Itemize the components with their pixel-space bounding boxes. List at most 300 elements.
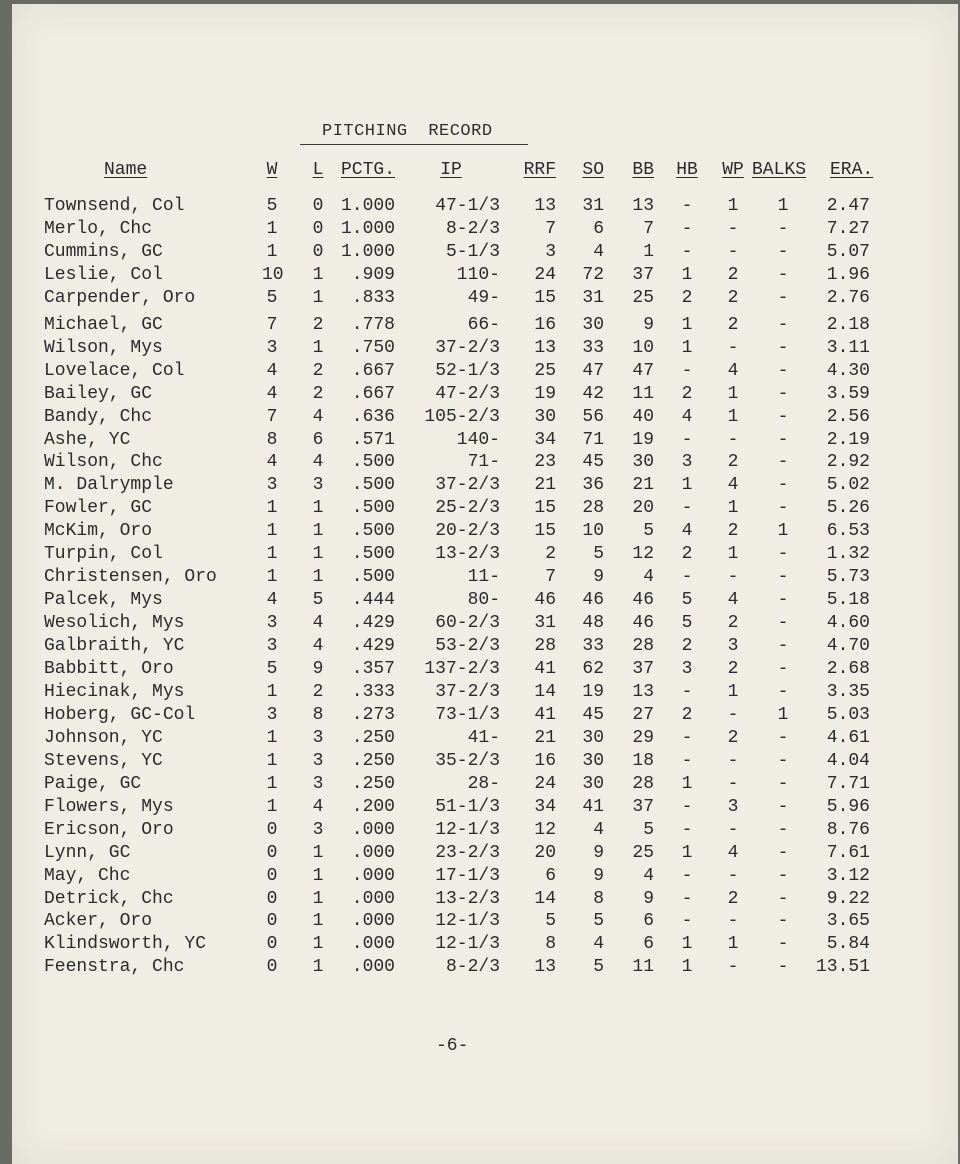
cell-balks: - xyxy=(777,264,789,285)
cell-so: 4 xyxy=(593,819,604,840)
cell-so: 9 xyxy=(593,865,604,886)
cell-era: 2.68 xyxy=(826,659,870,679)
cell-ip: 53-2/3 xyxy=(435,636,500,657)
cell-balks: - xyxy=(777,865,789,886)
cell-so: 31 xyxy=(582,287,604,308)
cell-pctg: .636 xyxy=(351,406,395,427)
cell-rrf: 34 xyxy=(534,796,556,817)
cell-wp: 2 xyxy=(727,264,739,285)
cell-balks: - xyxy=(777,287,789,308)
cell-so: 30 xyxy=(582,773,604,794)
cell-rrf: 7 xyxy=(545,218,556,239)
cell-l: 2 xyxy=(312,360,324,381)
cell-l: 1 xyxy=(312,911,324,932)
cell-era: 5.96 xyxy=(826,796,870,817)
cell-bb: 9 xyxy=(643,314,654,335)
cell-l: 4 xyxy=(312,406,324,427)
cell-balks: - xyxy=(777,337,789,358)
cell-ip: 51-1/3 xyxy=(435,796,500,817)
cell-so: 9 xyxy=(593,842,604,863)
cell-w: 1 xyxy=(266,796,278,817)
cell-hb: 2 xyxy=(681,636,693,657)
cell-name: Acker, Oro xyxy=(44,911,153,932)
cell-hb: - xyxy=(681,360,693,381)
cell-w: 0 xyxy=(266,911,278,932)
cell-l: 1 xyxy=(312,337,324,358)
cell-w: 3 xyxy=(266,636,278,657)
cell-rrf: 41 xyxy=(534,659,556,679)
cell-wp: 2 xyxy=(727,521,739,542)
cell-balks: 1 xyxy=(777,196,789,216)
cell-bb: 27 xyxy=(632,704,654,725)
cell-bb: 12 xyxy=(632,544,654,565)
cell-balks: - xyxy=(777,383,789,404)
cell-l: 1 xyxy=(312,888,324,909)
cell-balks: - xyxy=(777,796,789,817)
cell-ip: 12-1/3 xyxy=(435,911,500,932)
cell-wp: 2 xyxy=(727,659,739,679)
cell-balks: - xyxy=(777,241,789,262)
cell-era: 7.61 xyxy=(826,842,870,863)
cell-hb: 4 xyxy=(681,521,693,542)
cell-so: 71 xyxy=(582,429,604,450)
cell-w: 1 xyxy=(266,681,278,702)
cell-ip: 12-1/3 xyxy=(435,934,500,955)
cell-ip: 52-1/3 xyxy=(435,360,500,381)
cell-so: 30 xyxy=(582,314,604,335)
cell-name: Hoberg, GC-Col xyxy=(44,704,196,725)
cell-ip: 66- xyxy=(467,314,500,335)
cell-ip: 11- xyxy=(467,567,500,588)
cell-wp: - xyxy=(727,429,739,450)
cell-rrf: 21 xyxy=(534,727,556,748)
cell-wp: 1 xyxy=(727,406,739,427)
cell-ip: 25-2/3 xyxy=(435,498,500,519)
cell-ip: 37-2/3 xyxy=(435,475,500,496)
cell-ip: 12-1/3 xyxy=(435,819,500,840)
cell-wp: - xyxy=(727,218,739,239)
cell-bb: 4 xyxy=(643,865,654,886)
cell-era: 6.53 xyxy=(826,521,870,542)
cell-era: 3.12 xyxy=(826,865,870,886)
cell-bb: 37 xyxy=(632,796,654,817)
cell-ip: 8-2/3 xyxy=(445,957,500,978)
cell-pctg: .500 xyxy=(351,567,395,588)
cell-so: 56 xyxy=(582,406,604,427)
cell-name: Bandy, Chc xyxy=(44,406,153,427)
cell-hb: 1 xyxy=(681,934,693,955)
cell-name: Johnson, YC xyxy=(44,727,163,748)
cell-l: 1 xyxy=(312,957,324,978)
cell-so: 33 xyxy=(582,337,604,358)
header-rrf: RRF xyxy=(523,160,556,180)
cell-hb: 2 xyxy=(681,544,693,565)
cell-bb: 20 xyxy=(632,498,654,519)
cell-name: Turpin, Col xyxy=(44,544,163,565)
cell-era: 5.07 xyxy=(826,241,870,262)
cell-wp: 4 xyxy=(727,842,739,863)
cell-balks: - xyxy=(777,544,789,565)
cell-w: 3 xyxy=(266,613,278,634)
cell-l: 1 xyxy=(312,842,324,863)
cell-era: 13.51 xyxy=(815,957,870,978)
cell-ip: 8-2/3 xyxy=(445,218,500,239)
cell-balks: - xyxy=(777,888,789,909)
cell-name: McKim, Oro xyxy=(44,521,153,542)
cell-ip: 110- xyxy=(456,264,500,285)
cell-so: 19 xyxy=(582,681,604,702)
cell-balks: - xyxy=(777,590,789,611)
cell-hb: 4 xyxy=(681,406,693,427)
cell-l: 1 xyxy=(312,865,324,886)
cell-pctg: .667 xyxy=(351,360,395,381)
cell-bb: 25 xyxy=(632,842,654,863)
cell-wp: - xyxy=(727,865,739,886)
cell-so: 6 xyxy=(593,218,604,239)
cell-rrf: 41 xyxy=(534,704,556,725)
cell-bb: 30 xyxy=(632,452,654,473)
cell-wp: 1 xyxy=(727,498,739,519)
cell-rrf: 25 xyxy=(534,360,556,381)
cell-rrf: 15 xyxy=(534,498,556,519)
cell-w: 10 xyxy=(262,264,284,285)
cell-so: 9 xyxy=(593,567,604,588)
cell-balks: - xyxy=(777,406,789,427)
cell-wp: 4 xyxy=(727,475,739,496)
cell-rrf: 46 xyxy=(534,590,556,611)
cell-ip: 20-2/3 xyxy=(435,521,500,542)
cell-so: 47 xyxy=(582,360,604,381)
cell-l: 2 xyxy=(312,314,324,335)
cell-era: 5.03 xyxy=(826,704,870,725)
cell-w: 3 xyxy=(266,337,278,358)
cell-wp: - xyxy=(727,750,739,771)
cell-so: 41 xyxy=(582,796,604,817)
cell-l: 5 xyxy=(312,590,324,611)
cell-era: 2.19 xyxy=(826,429,870,450)
cell-ip: 13-2/3 xyxy=(435,544,500,565)
cell-name: Feenstra, Chc xyxy=(44,957,185,978)
cell-balks: - xyxy=(777,452,789,473)
cell-l: 1 xyxy=(312,498,324,519)
header-ip: IP xyxy=(440,160,462,180)
cell-ip: 73-1/3 xyxy=(435,704,500,725)
cell-pctg: 1.000 xyxy=(340,218,395,239)
cell-era: 4.30 xyxy=(826,360,870,381)
cell-so: 62 xyxy=(582,659,604,679)
cell-w: 0 xyxy=(266,865,278,886)
cell-bb: 1 xyxy=(643,241,654,262)
cell-name: Palcek, Mys xyxy=(44,590,163,611)
cell-name: Wilson, Chc xyxy=(44,452,163,473)
cell-so: 30 xyxy=(582,750,604,771)
cell-so: 31 xyxy=(582,196,604,216)
cell-wp: 3 xyxy=(727,636,739,657)
cell-bb: 37 xyxy=(632,659,654,679)
cell-rrf: 6 xyxy=(545,865,556,886)
cell-era: 4.60 xyxy=(826,613,870,634)
cell-balks: - xyxy=(777,750,789,771)
cell-w: 3 xyxy=(266,475,278,496)
cell-name: Merlo, Chc xyxy=(44,218,153,239)
cell-l: 4 xyxy=(312,636,324,657)
cell-name: Lovelace, Col xyxy=(44,360,185,381)
cell-hb: 5 xyxy=(681,613,693,634)
cell-ip: 41- xyxy=(467,727,500,748)
cell-balks: - xyxy=(777,636,789,657)
cell-rrf: 19 xyxy=(534,383,556,404)
cell-hb: 2 xyxy=(681,287,693,308)
cell-ip: 5-1/3 xyxy=(445,241,500,262)
cell-rrf: 2 xyxy=(545,544,556,565)
cell-wp: 3 xyxy=(727,796,739,817)
cell-hb: - xyxy=(681,218,693,239)
cell-w: 3 xyxy=(266,704,278,725)
cell-pctg: .000 xyxy=(351,957,395,978)
cell-w: 4 xyxy=(266,590,278,611)
cell-bb: 9 xyxy=(643,888,654,909)
cell-era: 5.84 xyxy=(826,934,870,955)
cell-balks: - xyxy=(777,475,789,496)
page-number: -6- xyxy=(436,1036,469,1056)
cell-hb: 3 xyxy=(681,452,693,473)
cell-l: 3 xyxy=(312,750,324,771)
cell-l: 1 xyxy=(312,544,324,565)
cell-ip: 17-1/3 xyxy=(435,865,500,886)
cell-so: 5 xyxy=(593,544,604,565)
cell-balks: 1 xyxy=(777,704,789,725)
cell-bb: 5 xyxy=(643,819,654,840)
cell-name: Ericson, Oro xyxy=(44,819,174,840)
cell-pctg: .909 xyxy=(351,264,395,285)
cell-name: Townsend, Col xyxy=(44,196,185,216)
cell-hb: - xyxy=(681,727,693,748)
cell-l: 0 xyxy=(312,241,324,262)
cell-hb: - xyxy=(681,911,693,932)
cell-bb: 7 xyxy=(643,218,654,239)
cell-bb: 40 xyxy=(632,406,654,427)
cell-rrf: 23 xyxy=(534,452,556,473)
cell-hb: 1 xyxy=(681,337,693,358)
cell-w: 0 xyxy=(266,934,278,955)
cell-ip: 35-2/3 xyxy=(435,750,500,771)
cell-hb: 3 xyxy=(681,659,693,679)
cell-pctg: .357 xyxy=(351,659,395,679)
cell-bb: 13 xyxy=(632,681,654,702)
cell-bb: 46 xyxy=(632,613,654,634)
cell-so: 72 xyxy=(582,264,604,285)
cell-name: Christensen, Oro xyxy=(44,567,217,588)
cell-l: 2 xyxy=(312,681,324,702)
cell-rrf: 13 xyxy=(534,196,556,216)
cell-bb: 46 xyxy=(632,590,654,611)
cell-balks: - xyxy=(777,911,789,932)
cell-balks: - xyxy=(777,567,789,588)
cell-rrf: 34 xyxy=(534,429,556,450)
cell-name: Flowers, Mys xyxy=(44,796,174,817)
cell-wp: 2 xyxy=(727,727,739,748)
cell-name: M. Dalrymple xyxy=(44,475,174,496)
cell-w: 1 xyxy=(266,241,278,262)
cell-pctg: .750 xyxy=(351,337,395,358)
cell-hb: - xyxy=(681,681,693,702)
cell-so: 4 xyxy=(593,934,604,955)
cell-so: 46 xyxy=(582,590,604,611)
cell-w: 5 xyxy=(266,196,278,216)
cell-era: 3.35 xyxy=(826,681,870,702)
cell-name: Carpender, Oro xyxy=(44,287,196,308)
cell-pctg: .571 xyxy=(351,429,395,450)
cell-l: 1 xyxy=(312,264,324,285)
cell-rrf: 3 xyxy=(545,241,556,262)
cell-bb: 11 xyxy=(632,383,654,404)
cell-pctg: .000 xyxy=(351,934,395,955)
cell-name: Paige, GC xyxy=(44,773,142,794)
cell-bb: 5 xyxy=(643,521,654,542)
cell-bb: 11 xyxy=(632,957,654,978)
cell-pctg: .000 xyxy=(351,865,395,886)
cell-pctg: .250 xyxy=(351,773,395,794)
cell-rrf: 16 xyxy=(534,314,556,335)
cell-pctg: .333 xyxy=(351,681,395,702)
cell-bb: 21 xyxy=(632,475,654,496)
cell-balks: - xyxy=(777,360,789,381)
cell-w: 5 xyxy=(266,659,278,679)
header-so: SO xyxy=(582,160,604,180)
cell-w: 0 xyxy=(266,888,278,909)
cell-wp: - xyxy=(727,819,739,840)
cell-so: 28 xyxy=(582,498,604,519)
cell-w: 7 xyxy=(266,314,278,335)
cell-so: 5 xyxy=(593,957,604,978)
cell-rrf: 13 xyxy=(534,337,556,358)
cell-name: Klindsworth, YC xyxy=(44,934,207,955)
cell-bb: 6 xyxy=(643,934,654,955)
cell-bb: 18 xyxy=(632,750,654,771)
cell-pctg: 1.000 xyxy=(340,196,395,216)
cell-rrf: 21 xyxy=(534,475,556,496)
cell-pctg: .273 xyxy=(351,704,395,725)
cell-pctg: .250 xyxy=(351,750,395,771)
cell-wp: 2 xyxy=(727,613,739,634)
cell-l: 4 xyxy=(312,796,324,817)
cell-name: Galbraith, YC xyxy=(44,636,185,657)
cell-era: 3.65 xyxy=(826,911,870,932)
cell-balks: - xyxy=(777,613,789,634)
cell-rrf: 14 xyxy=(534,681,556,702)
cell-rrf: 15 xyxy=(534,287,556,308)
cell-hb: - xyxy=(681,819,693,840)
cell-l: 3 xyxy=(312,475,324,496)
cell-pctg: .500 xyxy=(351,544,395,565)
cell-w: 1 xyxy=(266,544,278,565)
cell-w: 1 xyxy=(266,567,278,588)
cell-balks: - xyxy=(777,819,789,840)
cell-pctg: .500 xyxy=(351,475,395,496)
cell-rrf: 31 xyxy=(534,613,556,634)
cell-era: 5.73 xyxy=(826,567,870,588)
cell-rrf: 24 xyxy=(534,773,556,794)
cell-pctg: .000 xyxy=(351,911,395,932)
cell-l: 0 xyxy=(312,218,324,239)
cell-pctg: .833 xyxy=(351,287,395,308)
cell-hb: - xyxy=(681,498,693,519)
cell-era: 3.59 xyxy=(826,383,870,404)
cell-balks: - xyxy=(777,681,789,702)
cell-pctg: .429 xyxy=(351,613,395,634)
cell-rrf: 5 xyxy=(545,911,556,932)
header-balks: BALKS xyxy=(752,160,807,180)
cell-wp: 1 xyxy=(727,681,739,702)
cell-balks: - xyxy=(777,429,789,450)
cell-pctg: .000 xyxy=(351,842,395,863)
cell-l: 2 xyxy=(312,383,324,404)
cell-era: 5.18 xyxy=(826,590,870,611)
cell-hb: - xyxy=(681,196,693,216)
cell-era: 9.22 xyxy=(826,888,870,909)
cell-hb: 1 xyxy=(681,314,693,335)
cell-ip: 137-2/3 xyxy=(424,659,500,679)
cell-hb: 2 xyxy=(681,383,693,404)
cell-hb: - xyxy=(681,750,693,771)
cell-pctg: 1.000 xyxy=(340,241,395,262)
cell-w: 0 xyxy=(266,819,278,840)
cell-bb: 19 xyxy=(632,429,654,450)
cell-bb: 28 xyxy=(632,636,654,657)
cell-ip: 37-2/3 xyxy=(435,337,500,358)
cell-era: 7.27 xyxy=(826,218,870,239)
cell-w: 1 xyxy=(266,750,278,771)
cell-rrf: 8 xyxy=(545,934,556,955)
cell-hb: 1 xyxy=(681,842,693,863)
cell-bb: 47 xyxy=(632,360,654,381)
cell-pctg: .500 xyxy=(351,521,395,542)
cell-l: 1 xyxy=(312,521,324,542)
cell-era: 3.11 xyxy=(826,337,870,358)
cell-era: 1.96 xyxy=(826,264,870,285)
cell-hb: - xyxy=(681,567,693,588)
cell-hb: - xyxy=(681,241,693,262)
cell-bb: 37 xyxy=(632,264,654,285)
cell-w: 1 xyxy=(266,727,278,748)
cell-balks: - xyxy=(777,842,789,863)
cell-era: 2.47 xyxy=(826,196,870,216)
cell-wp: - xyxy=(727,567,739,588)
cell-name: Stevens, YC xyxy=(44,750,163,771)
cell-ip: 71- xyxy=(467,452,500,473)
cell-bb: 4 xyxy=(643,567,654,588)
cell-so: 10 xyxy=(582,521,604,542)
cell-pctg: .000 xyxy=(351,819,395,840)
cell-rrf: 14 xyxy=(534,888,556,909)
cell-wp: 1 xyxy=(727,934,739,955)
cell-hb: 1 xyxy=(681,773,693,794)
cell-rrf: 16 xyxy=(534,750,556,771)
cell-so: 8 xyxy=(593,888,604,909)
cell-name: Babbitt, Oro xyxy=(44,659,174,679)
cell-wp: - xyxy=(727,911,739,932)
cell-name: Wilson, Mys xyxy=(44,337,163,358)
cell-pctg: .429 xyxy=(351,636,395,657)
cell-l: 6 xyxy=(312,429,324,450)
cell-l: 1 xyxy=(312,287,324,308)
cell-balks: - xyxy=(777,314,789,335)
cell-era: 5.26 xyxy=(826,498,870,519)
header-hb: HB xyxy=(676,160,698,180)
cell-era: 2.76 xyxy=(826,287,870,308)
cell-balks: 1 xyxy=(777,521,789,542)
cell-name: Michael, GC xyxy=(44,314,163,335)
